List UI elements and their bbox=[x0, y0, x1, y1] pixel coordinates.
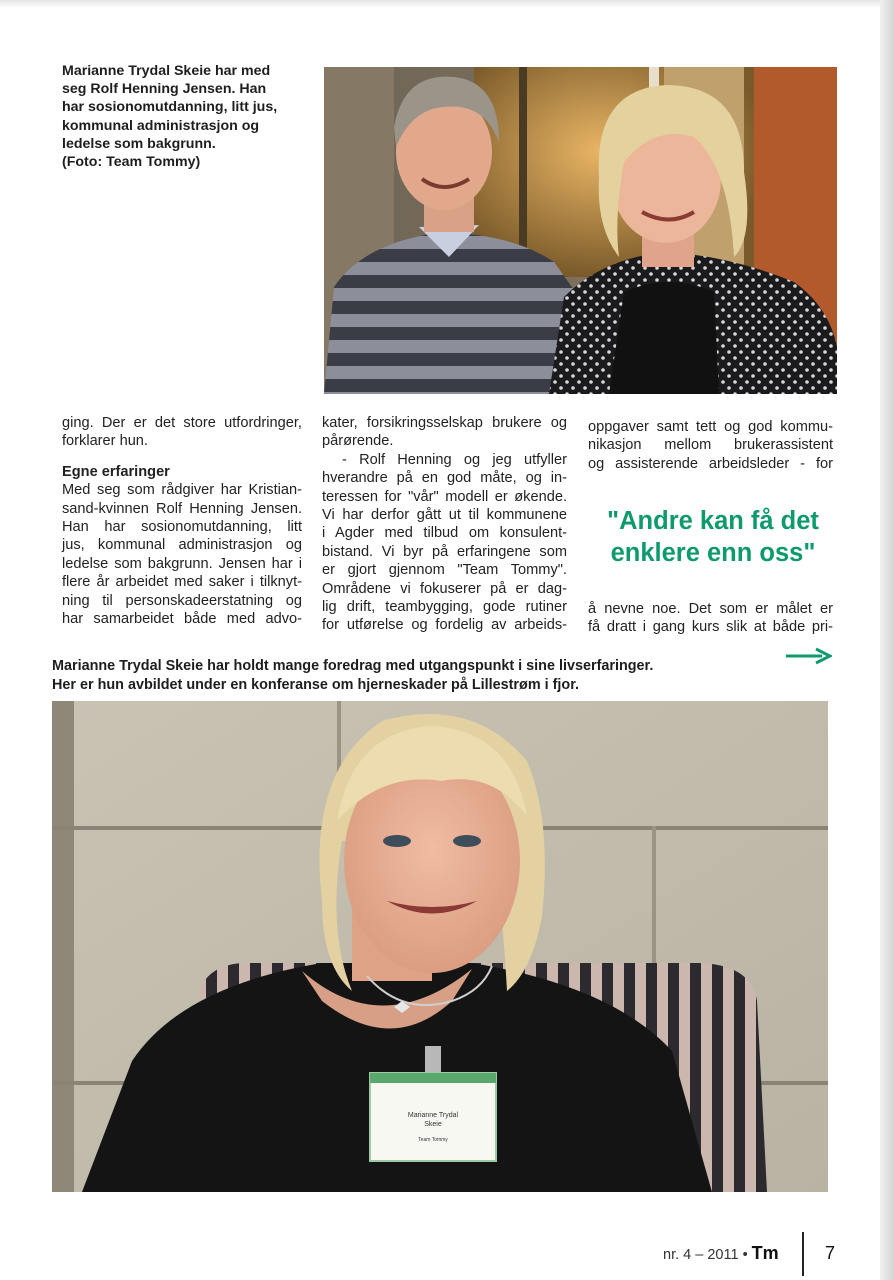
page-number: 7 bbox=[825, 1243, 836, 1263]
text-column-2 bbox=[322, 414, 567, 635]
text-line: er gjort gjennom "Team Tommy". bbox=[322, 562, 567, 579]
text-line: har samarbeidet både med advo- bbox=[62, 611, 302, 628]
photo-caption-middle bbox=[52, 657, 792, 695]
text-column-3-bottom bbox=[588, 600, 833, 637]
pull-quote-line: enklere enn oss" bbox=[610, 539, 816, 567]
caption-line: (Foto: Team Tommy) bbox=[62, 154, 201, 171]
footer-issue bbox=[663, 1243, 779, 1264]
text-line: lig drift, teambygging, gode rutiner bbox=[322, 599, 567, 616]
photo-caption-top bbox=[62, 62, 312, 171]
issue-number: nr. 4 – 2011 bbox=[663, 1247, 739, 1263]
text-line: Områdene vi fokuserer på er dag- bbox=[322, 580, 567, 597]
pull-quote bbox=[584, 505, 842, 569]
caption-line: ledelse som bakgrunn. bbox=[62, 135, 216, 152]
text-line: få dratt i gang kurs slik at både pri- bbox=[588, 619, 833, 636]
caption-line: kommunal administrasjon og bbox=[62, 117, 260, 134]
badge-name: Skeie bbox=[424, 1121, 442, 1128]
section-heading: Egne erfaringer bbox=[62, 463, 170, 480]
magazine-brand: Tm bbox=[751, 1243, 779, 1263]
arrow-right-icon bbox=[786, 647, 832, 665]
text-line: i Agder med tilbud om konsulent- bbox=[322, 525, 567, 542]
text-column-1 bbox=[62, 414, 302, 628]
bullet-separator: • bbox=[742, 1247, 748, 1263]
text-line: hverandre på en god måte, og in- bbox=[322, 470, 567, 487]
text-line: - Rolf Henning og jeg utfyller bbox=[342, 451, 567, 468]
text-line: forklarer hun. bbox=[62, 433, 148, 450]
text-line: teressen for "vår" modell er økende. bbox=[322, 488, 567, 505]
caption-line: Marianne Trydal Skeie har holdt mange foredrag med utgangspunkt i sine livserfaringer. bbox=[52, 658, 654, 674]
footer-divider bbox=[802, 1232, 804, 1276]
text-column-3-top bbox=[588, 418, 833, 473]
photo-portrait bbox=[52, 701, 828, 1192]
page-edge bbox=[880, 0, 894, 1280]
page-top-shadow bbox=[0, 0, 894, 8]
text-line: sand-kvinnen Rolf Henning Jensen. bbox=[62, 500, 302, 517]
text-line: ging. Der er det store utfordringer, bbox=[62, 415, 302, 431]
text-line: ning til personskadeerstatning og bbox=[62, 592, 302, 609]
caption-line: Her er hun avbildet under en konferanse om hjerneskader på Lillestrøm i fjor. bbox=[52, 677, 580, 693]
pull-quote-line: "Andre kan få det bbox=[607, 507, 819, 535]
text-line: Med seg som rådgiver har Kristian- bbox=[62, 482, 302, 499]
text-line: å nevne noe. Det som er målet er bbox=[588, 601, 833, 617]
text-line: for utførelse og fordelig av arbeids- bbox=[322, 617, 567, 634]
caption-line: har sosionomutdanning, litt jus, bbox=[62, 99, 278, 116]
text-line: ledelse som bakgrunn. Jensen har i bbox=[62, 555, 302, 572]
badge-name: Marianne Trydal bbox=[407, 1112, 459, 1119]
text-line: Han har sosionomutdanning, litt bbox=[62, 519, 302, 536]
badge-org: Team Tommy bbox=[418, 1137, 448, 1143]
text-line: kater, forsikringsselskap brukere og bbox=[322, 415, 567, 431]
text-line: nikasjon mellom brukerassistent bbox=[588, 437, 833, 454]
text-line: bistand. Vi byr på erfaringene som bbox=[322, 543, 567, 560]
caption-line: Marianne Trydal Skeie har med bbox=[62, 63, 271, 79]
text-line: pårørende. bbox=[322, 433, 394, 450]
text-line: og assisterende arbeidsleder - for bbox=[588, 455, 833, 472]
text-line: Vi har derfor gått ut til kommunene bbox=[322, 507, 567, 524]
text-line: oppgaver samt tett og god kommu- bbox=[588, 419, 833, 435]
photo-two-people bbox=[324, 67, 837, 394]
text-line: jus, kommunal administrasjon og bbox=[62, 537, 302, 554]
text-line: flere år arbeidet med saker i tilknyt- bbox=[62, 574, 302, 591]
caption-line: seg Rolf Henning Jensen. Han bbox=[62, 81, 267, 98]
